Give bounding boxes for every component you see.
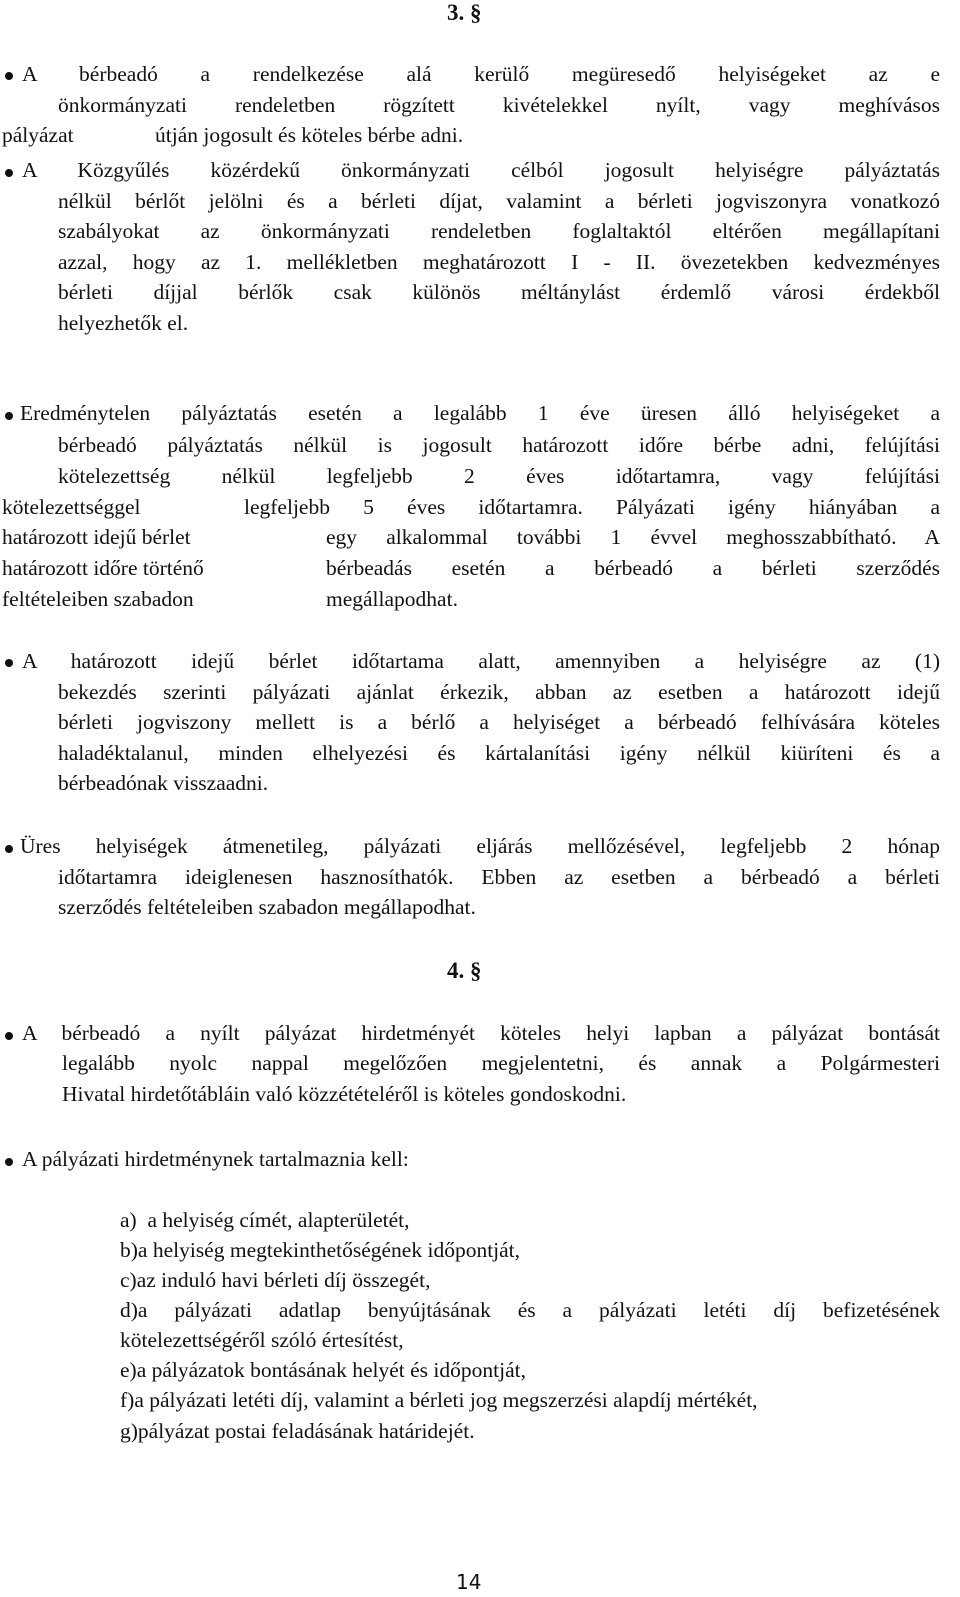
paragraph-5-line-2: időtartamra ideiglenesen hasznosíthatók. Ebben az esetben a bérbeadó a bérleti [58,865,940,889]
paragraph-5-line-1: Üres helyiségek átmenetileg, pályázati eljárás mellőzésével, legfeljebb 2 hónap [20,834,940,858]
list-item-a: a) a helyiség címét, alapterületét, [120,1208,410,1232]
bullet-point [5,845,13,853]
list-item-e: e)a pályázatok bontásának helyét és időpontját, [120,1358,526,1382]
list-item-b: b)a helyiség megtekinthetőségének időpontját, [120,1238,521,1262]
paragraph-2-line-2: nélkül bérlőt jelölni és a bérleti díjat, valamint a bérleti jogviszonyra vonatkozó [58,189,940,213]
paragraph-6-line-3: Hivatal hirdetőtábláin való közzétételéről is köteles gondoskodni. [62,1082,627,1106]
paragraph-2-line-5: bérleti díjjal bérlők csak különös méltánylást érdemlő városi érdekből [58,280,940,304]
section-heading-4: 4. § [447,958,482,983]
paragraph-2-line-1: A Közgyűlés közérdekű önkormányzati célból jogosult helyiségre pályáztatás [22,158,940,182]
bullet-point [5,72,13,80]
list-item-d: d)a pályázati adatlap benyújtásának és a pályázati letéti díj befizetésének [120,1298,940,1322]
paragraph-1-line-2: önkormányzati rendeletben rögzített kivételekkel nyílt, vagy meghívásos [58,93,940,117]
list-item-f: f)a pályázati letéti díj, valamint a bérleti jog megszerzési alapdíj mértékét, [120,1388,758,1412]
paragraph-4-line-2: bekezdés szerinti pályázati ajánlat érkezik, abban az esetben a határozott idejű [58,680,940,704]
paragraph-4-line-3: bérleti jogviszony mellett is a bérlő a helyiséget a bérbeadó felhívására köteles [58,710,940,734]
paragraph-1-line-3: pályázat [2,123,74,147]
paragraph-5-line-3: szerződés feltételeiben szabadon megállapodhat. [58,895,476,919]
paragraph-4-line-1: A határozott idejű bérlet időtartama alatt, amennyiben a helyiségre az (1) [22,649,940,673]
paragraph-2-line-6: helyezhetők el. [58,311,189,335]
paragraph-3-line-4b: legfeljebb 5 éves időtartamra. Pályázati igény hiányában a [244,495,940,519]
bullet-point [5,169,13,177]
paragraph-4-line-4: haladéktalanul, minden elhelyezési és kártalanítási igény nélkül kiüríteni és a [58,741,940,765]
paragraph-3-line-2: bérbeadó pályáztatás nélkül is jogosult határozott időre bérbe adni, felújítási [58,433,940,457]
paragraph-7: A pályázati hirdetménynek tartalmaznia kell: [22,1147,409,1171]
paragraph-4-line-5: bérbeadónak visszaadni. [58,771,269,795]
paragraph-3-line-3: kötelezettség nélkül legfeljebb 2 éves időtartamra, vagy felújítási [58,464,940,488]
paragraph-3-line-1: Eredménytelen pályáztatás esetén a legalább 1 éve üresen álló helyiségeket a [20,401,940,425]
paragraph-3-line-6b: bérbeadás esetén a bérbeadó a bérleti szerződés [326,556,940,580]
paragraph-3-line-4a: kötelezettséggel [2,495,141,519]
paragraph-3-line-7a: feltételeiben szabadon [2,587,194,611]
bullet-point [5,1158,13,1166]
list-item-d-cont: kötelezettségéről szóló értesítést, [120,1328,404,1352]
section-heading-3: 3. § [447,0,482,25]
bullet-point [5,412,13,420]
list-item-g: g)pályázat postai feladásának határidejét. [120,1419,475,1443]
paragraph-2-line-4: azzal, hogy az 1. mellékletben meghatározott I - II. övezetekben kedvezményes [58,250,940,274]
paragraph-1-line-3b: útján jogosult és köteles bérbe adni. [155,123,464,147]
list-item-c: c)az induló havi bérleti díj összegét, [120,1268,431,1292]
paragraph-3-line-5b: egy alkalommal további 1 évvel meghosszabbítható. A [326,525,940,549]
paragraph-6-line-1: A bérbeadó a nyílt pályázat hirdetményét köteles helyi lapban a pályázat bontását [22,1021,940,1045]
paragraph-1-line-1: A bérbeadó a rendelkezése alá kerülő megüresedő helyiségeket az e [22,62,940,86]
paragraph-3-line-6a: határozott időre történő [2,556,204,580]
page-number: 14 [456,1570,482,1594]
paragraph-3-line-5a: határozott idejű bérlet [2,525,191,549]
bullet-point [5,1032,13,1040]
bullet-point [5,659,13,667]
paragraph-2-line-3: szabályokat az önkormányzati rendeletben foglaltaktól eltérően megállapítani [58,219,940,243]
paragraph-3-line-7b: megállapodhat. [326,587,458,611]
paragraph-6-line-2: legalább nyolc nappal megelőzően megjelentetni, és annak a Polgármesteri [62,1051,940,1075]
